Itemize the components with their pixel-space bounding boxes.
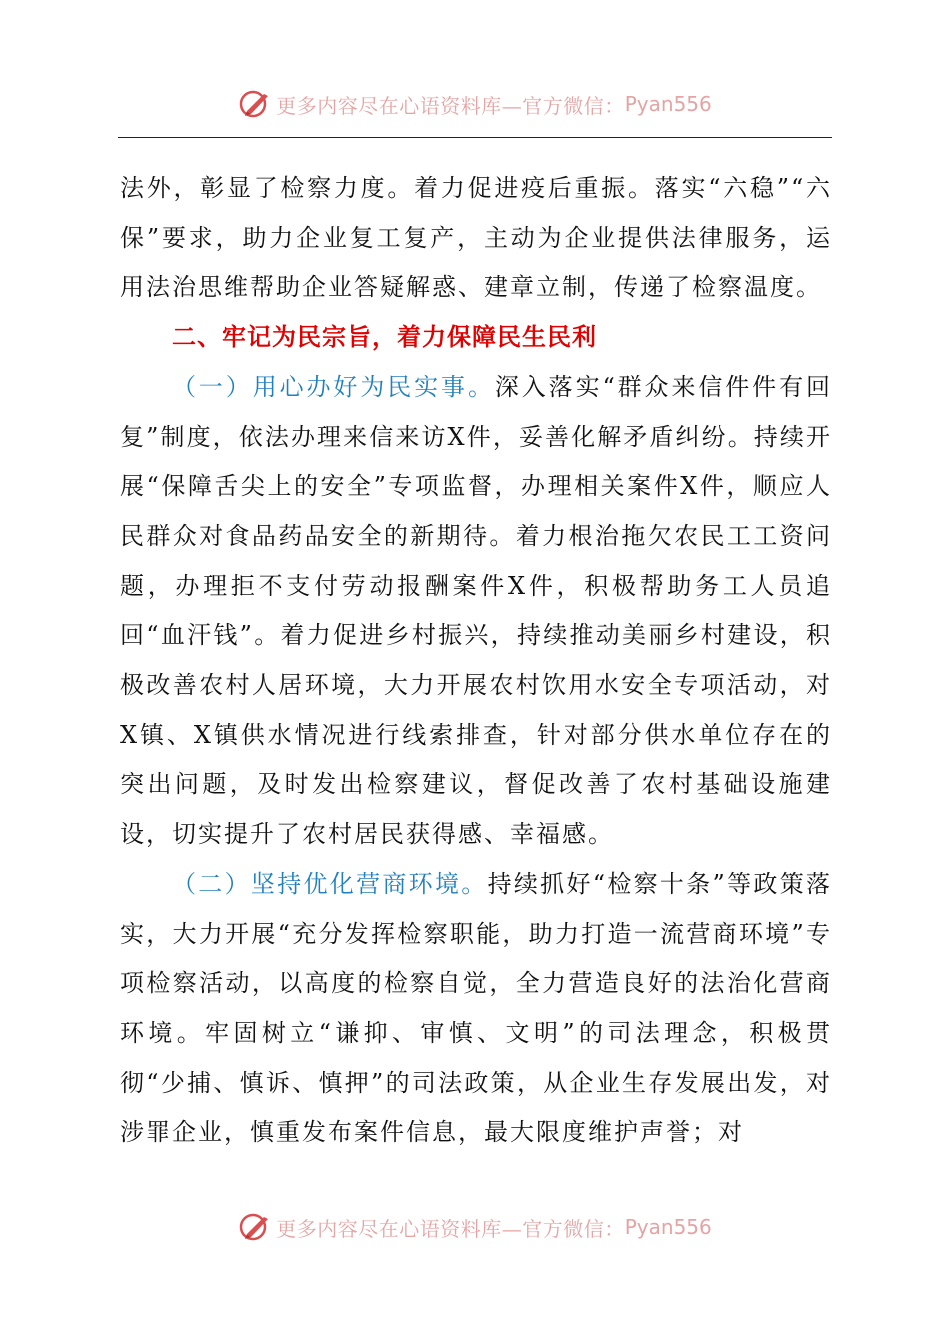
subsection-2: [120, 860, 832, 1158]
pen-logo-icon: [238, 87, 272, 121]
subsection-1-title: （一）用心办好为民实事。: [172, 372, 495, 401]
subsection-2-text: 持续抓好“检察十条”等政策落实，大力开展“充分发挥检察职能，助力打造一流营商环境”专项检察活动，以高度的检察自觉，全力营造良好的法治化营商环境。牢固树立“谦抑、审慎、文明”的司法理念，积极贯彻“少捕、慎诉、慎押”的司法政策，从企业生存发展出发，对涉罪企业，慎重发布案件信息，最大限度维护声誉；对: [120, 869, 832, 1147]
header-divider: [118, 137, 832, 138]
subsection-1: [120, 363, 832, 860]
footer-wechat-id: Pyan556: [624, 1215, 712, 1239]
footer-text: 更多内容尽在心语资料库—官方微信：: [276, 1216, 625, 1241]
paragraph-continuation: 法外，彰显了检察力度。着力促进疫后重振。落实“六稳”“六保”要求，助力企业复工复产，主动为企业提供法律服务，运用法治思维帮助企业答疑解惑、建章立制，传递了检察温度。: [120, 174, 832, 302]
document-body: [120, 164, 832, 1158]
section-heading: 二、牢记为民宗旨，着力保障民生民利: [172, 323, 597, 352]
footer-banner: [0, 1207, 950, 1247]
pen-logo-icon: [238, 1210, 272, 1244]
header-banner: [0, 84, 950, 124]
subsection-1-text: 深入落实“群众来信件件有回复”制度，依法办理来信来访X件，妥善化解矛盾纠纷。持续开展“保障舌尖上的安全”专项监督，办理相关案件X件，顺应人民群众对食品药品安全的新期待。着力根治拖欠农民工工资问题，办理拒不支付劳动报酬案件X件，积极帮助务工人员追回“血汗钱”。着力促进乡村振兴，持续推动美丽乡村建设，积极改善农村人居环境，大力开展农村饮用水安全专项活动，对X镇、X镇供水情况进行线索排查，针对部分供水单位存在的突出问题，及时发出检察建议，督促改善了农村基础设施建设，切实提升了农村居民获得感、幸福感。: [120, 372, 832, 849]
header-text: 更多内容尽在心语资料库—官方微信：: [276, 93, 625, 118]
subsection-2-title: （二）坚持优化营商环境。: [172, 869, 488, 898]
header-wechat-id: Pyan556: [624, 92, 712, 116]
